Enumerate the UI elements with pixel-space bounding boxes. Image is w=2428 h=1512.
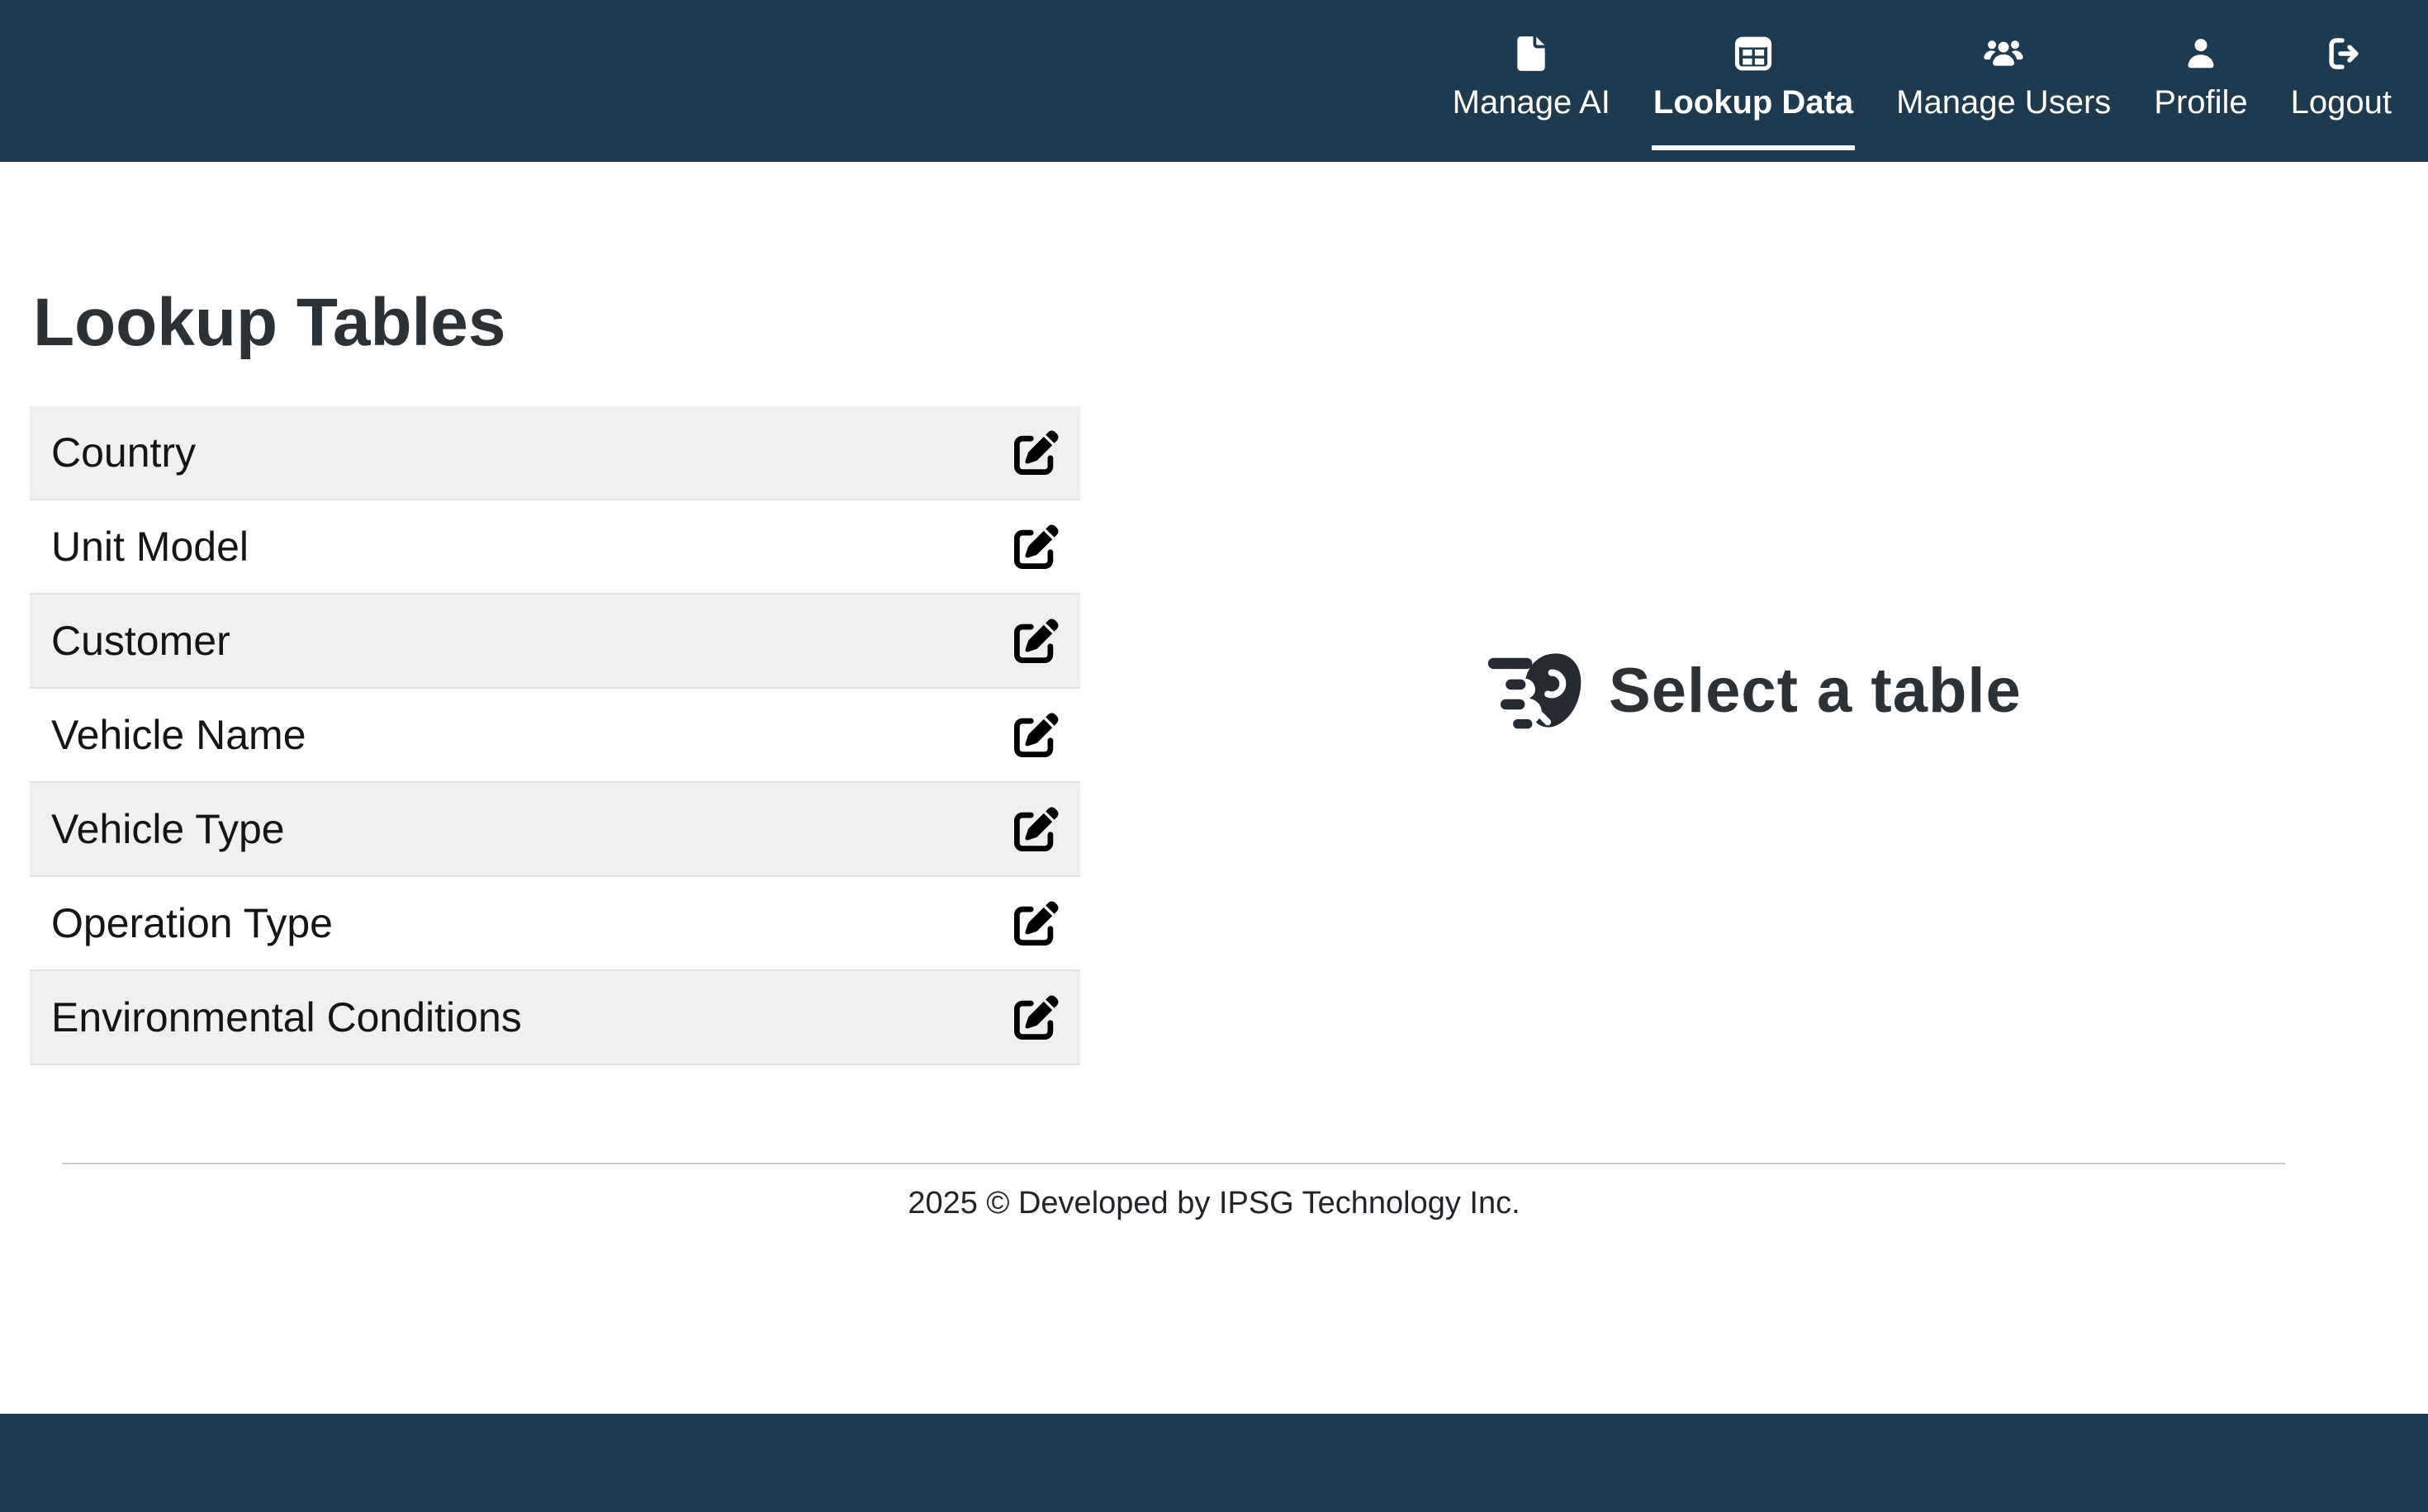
table-icon [1733,33,1774,74]
edit-icon [1014,995,1059,1040]
footer-divider [62,1163,2285,1164]
edit-button[interactable] [1014,430,1059,475]
copyright-text: 2025 © Developed by IPSG Technology Inc. [908,1186,1520,1221]
nav-label: Manage AI [1452,84,1610,121]
edit-icon [1014,901,1059,946]
edit-icon [1014,619,1059,663]
nav-item-profile[interactable] [2154,33,2247,162]
edit-button[interactable] [1014,901,1059,946]
row-label: Unit Model [51,524,249,571]
edit-icon [1014,524,1059,569]
lookup-table-row-country[interactable] [30,406,1080,500]
edit-button[interactable] [1014,619,1059,663]
row-label: Environmental Conditions [51,994,522,1041]
edit-button[interactable] [1014,713,1059,757]
lookup-table-row-operation-type[interactable] [30,877,1080,971]
lookup-table-row-vehicle-name[interactable] [30,689,1080,783]
nav-label: Lookup Data [1653,84,1854,121]
edit-icon [1014,713,1059,757]
file-icon [1510,33,1552,74]
row-label: Vehicle Type [51,806,285,853]
lookup-table-row-vehicle-type[interactable] [30,783,1080,877]
nav-label: Manage Users [1896,84,2112,121]
nav-label: Profile [2154,84,2248,121]
content-row [0,406,2428,1065]
nav-item-lookup-data[interactable] [1653,33,1853,162]
row-label: Vehicle Name [51,712,306,759]
row-label: Customer [51,618,230,665]
users-icon [1983,33,2024,74]
hand-punch-icon [1487,649,1584,732]
lookup-table-row-customer[interactable] [30,595,1080,689]
top-navbar [0,0,2428,162]
nav-item-manage-users[interactable] [1896,33,2111,162]
main-content [0,162,2428,1221]
row-label: Country [51,429,197,476]
edit-icon [1014,807,1059,851]
nav-label: Logout [2290,84,2392,121]
empty-state-text: Select a table [1609,655,2022,726]
nav-item-manage-ai[interactable] [1453,33,1610,162]
nav-item-logout[interactable] [2291,33,2392,162]
bottom-bar [0,1414,2428,1512]
edit-button[interactable] [1014,524,1059,569]
empty-state [1080,361,2428,1020]
lookup-tables-list [30,406,1080,1065]
lookup-table-row-environmental-conditions[interactable] [30,971,1080,1065]
edit-icon [1014,430,1059,475]
logout-icon [2321,33,2362,74]
lookup-table-row-unit-model[interactable] [30,500,1080,595]
edit-button[interactable] [1014,807,1059,851]
edit-button[interactable] [1014,995,1059,1040]
page-title: Lookup Tables [33,285,506,360]
row-label: Operation Type [51,900,333,947]
user-icon [2180,33,2222,74]
